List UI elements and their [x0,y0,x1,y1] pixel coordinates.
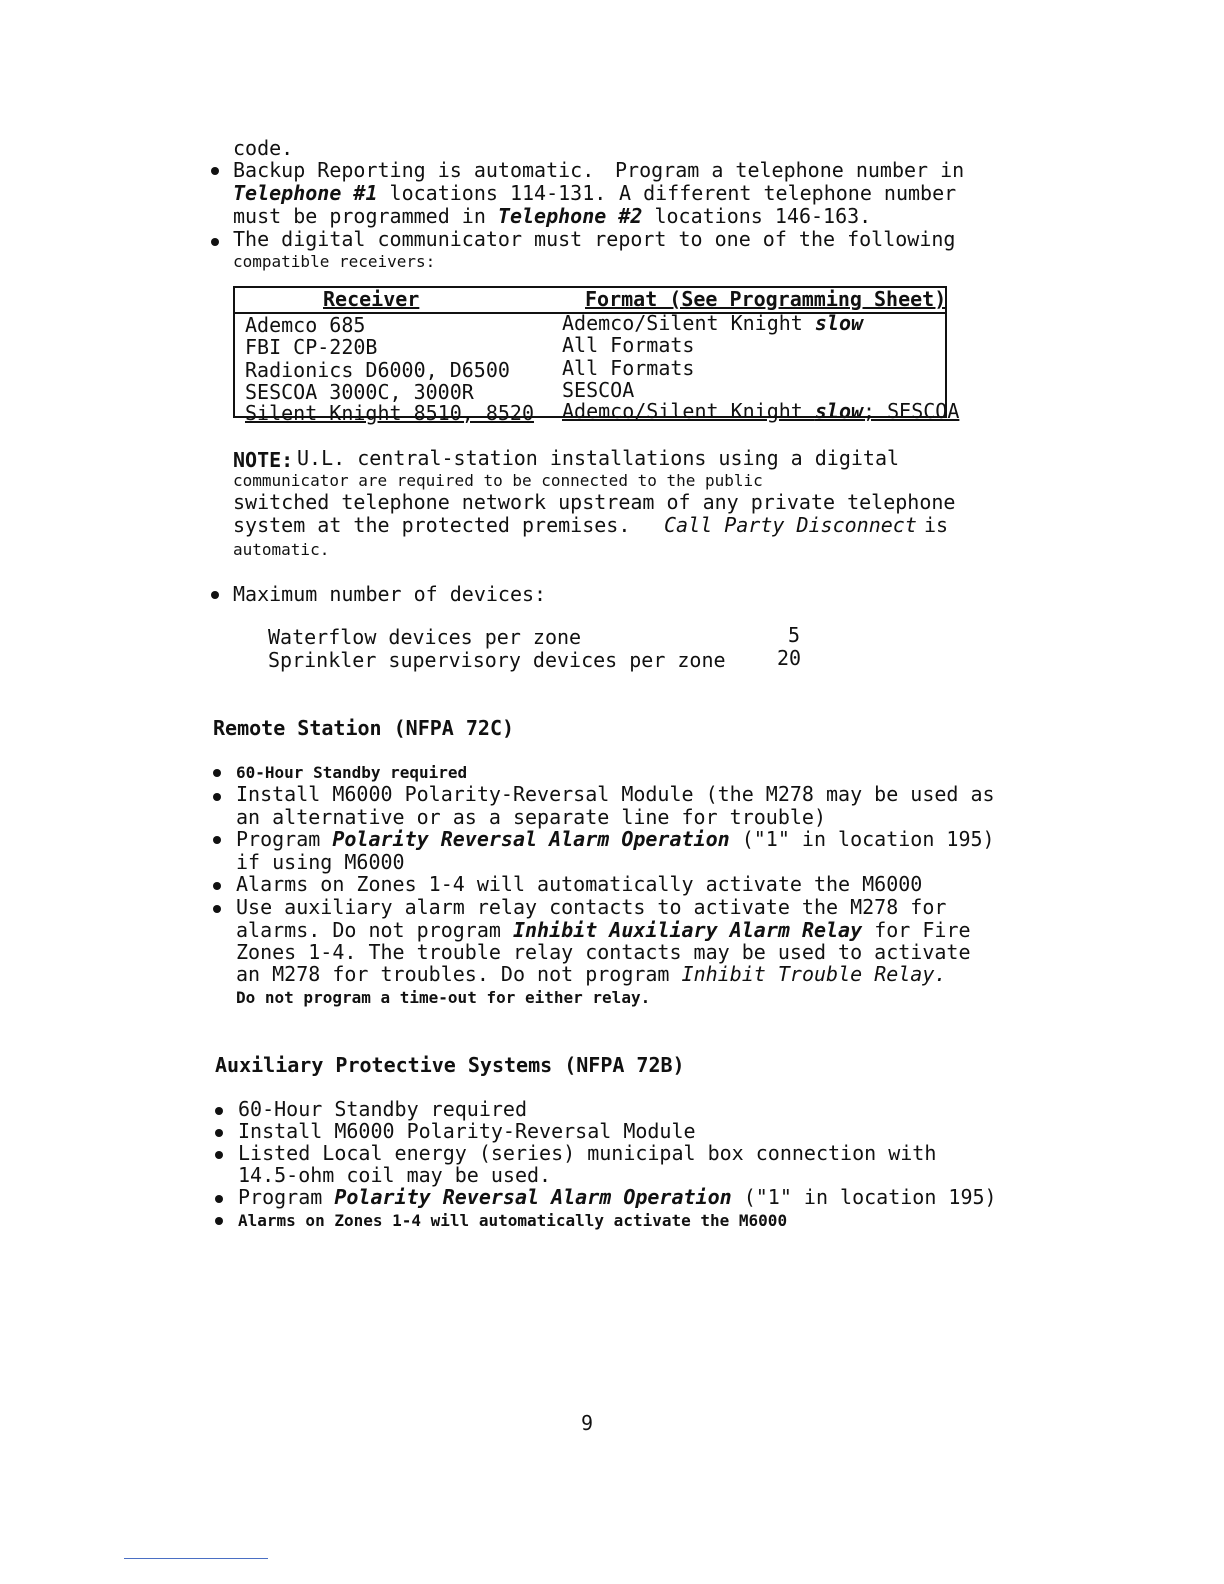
backup-line-3: must be programmed in Telephone #2 locations 146-163. [233,204,872,228]
footer-rule [124,1558,268,1559]
bullet-icon [213,905,221,913]
table-row-format: Ademco/Silent Knight slow [562,311,864,335]
remote-bullet-3-line-2: if using M6000 [236,850,405,874]
remote-bullet-1: 60-Hour Standby required [236,763,468,782]
aux-bullet-1: 60-Hour Standby required [238,1097,527,1121]
remote-bullet-5-line-2: alarms. Do not program Inhibit Auxiliary Alarm Relay for Fire [236,918,971,942]
table-row-receiver: Silent Knight 8510, 8520 [245,401,534,425]
bullet-icon [213,836,221,844]
remote-bullet-3-line-1: Program Polarity Reversal Alarm Operation ("1" in location 195) [236,827,995,851]
table-row-receiver: SESCOA 3000C, 3000R [245,380,474,404]
backup-line-2: Telephone #1 locations 114-131. [233,181,607,205]
bullet-icon [211,167,219,175]
page-number: 9 [581,1411,594,1435]
remote-bullet-2-line-2: an alternative or as a separate line for trouble) [236,805,827,829]
bullet-icon [213,793,221,801]
note-line-1: U.L. central-station installations using a digital [297,446,900,470]
digital-line-2: compatible receivers: [233,252,436,271]
remote-bullet-5-line-3: Zones 1-4. The trouble relay contacts may be used to activate [236,940,971,964]
device-row-label: Waterflow devices per zone [268,625,582,649]
device-row-label: Sprinkler supervisory devices per zone [268,648,726,672]
remote-station-heading: Remote Station (NFPA 72C) [213,716,515,740]
max-devices-heading: Maximum number of devices: [233,582,547,606]
remote-bullet-5-line-4: an M278 for troubles. Do not program Inhibit Trouble Relay. [236,962,947,986]
aux-bullet-2: Install M6000 Polarity-Reversal Module [238,1119,696,1143]
code-line: code. [233,136,294,160]
backup-line-1b: Program a telephone number in [615,158,965,182]
note-label: NOTE: [233,448,294,472]
table-row-receiver: Radionics D6000, D6500 [245,358,510,382]
remote-bullet-2-line-1: Install M6000 Polarity-Reversal Module (the M278 may be used as [236,782,995,806]
header-receiver: Receiver [323,287,420,311]
auxiliary-heading: Auxiliary Protective Systems (NFPA 72B) [215,1053,685,1077]
digital-line-1: The digital communicator must report to one of the following [233,227,956,251]
bullet-icon [213,769,221,777]
aux-bullet-3-line-1: Listed Local energy (series) municipal box connection with [238,1141,937,1165]
bullet-icon [213,882,221,890]
backup-line-2c: A different telephone number [619,181,957,205]
bullet-icon [215,1217,223,1225]
table-row-format: All Formats [562,333,695,357]
table-row-format: SESCOA [562,378,635,402]
bullet-icon [211,591,219,599]
note-line-3: switched telephone network upstream of any private telephone [233,490,956,514]
table-row-receiver: Ademco 685 [245,313,366,337]
note-line-4b: Call Party Disconnect [664,513,917,537]
remote-bullet-5-line-5: Do not program a time-out for either relay. [236,988,651,1007]
aux-bullet-3-line-2: 14.5-ohm coil may be used. [238,1163,552,1187]
bullet-icon [215,1195,223,1203]
table-row-format: Ademco/Silent Knight slow; SESCOA [562,399,960,423]
note-line-5: automatic. [233,540,330,559]
note-line-4a: system at the protected premises. [233,513,631,537]
aux-bullet-4: Program Polarity Reversal Alarm Operation ("1" in location 195) [238,1185,997,1209]
backup-line-1a: Backup Reporting is automatic. [233,158,595,182]
bullet-icon [215,1151,223,1159]
table-row-format: All Formats [562,356,695,380]
receivers-table [233,286,960,425]
bullet-icon [215,1107,223,1115]
header-format: Format (See Programming Sheet) [585,287,947,311]
device-row-value: 20 [777,646,802,670]
note-line-4c: is [924,513,949,537]
remote-bullet-4: Alarms on Zones 1-4 will automatically activate the M6000 [236,872,923,896]
remote-bullet-5-line-1: Use auxiliary alarm relay contacts to activate the M278 for [236,895,947,919]
bullet-icon [211,238,219,246]
bullet-icon [215,1129,223,1137]
note-line-2: communicator are required to be connected to the public [233,471,763,490]
aux-bullet-5: Alarms on Zones 1-4 will automatically activate the M6000 [238,1211,788,1230]
table-row-receiver: FBI CP-220B [245,335,378,359]
device-row-value: 5 [788,623,801,647]
